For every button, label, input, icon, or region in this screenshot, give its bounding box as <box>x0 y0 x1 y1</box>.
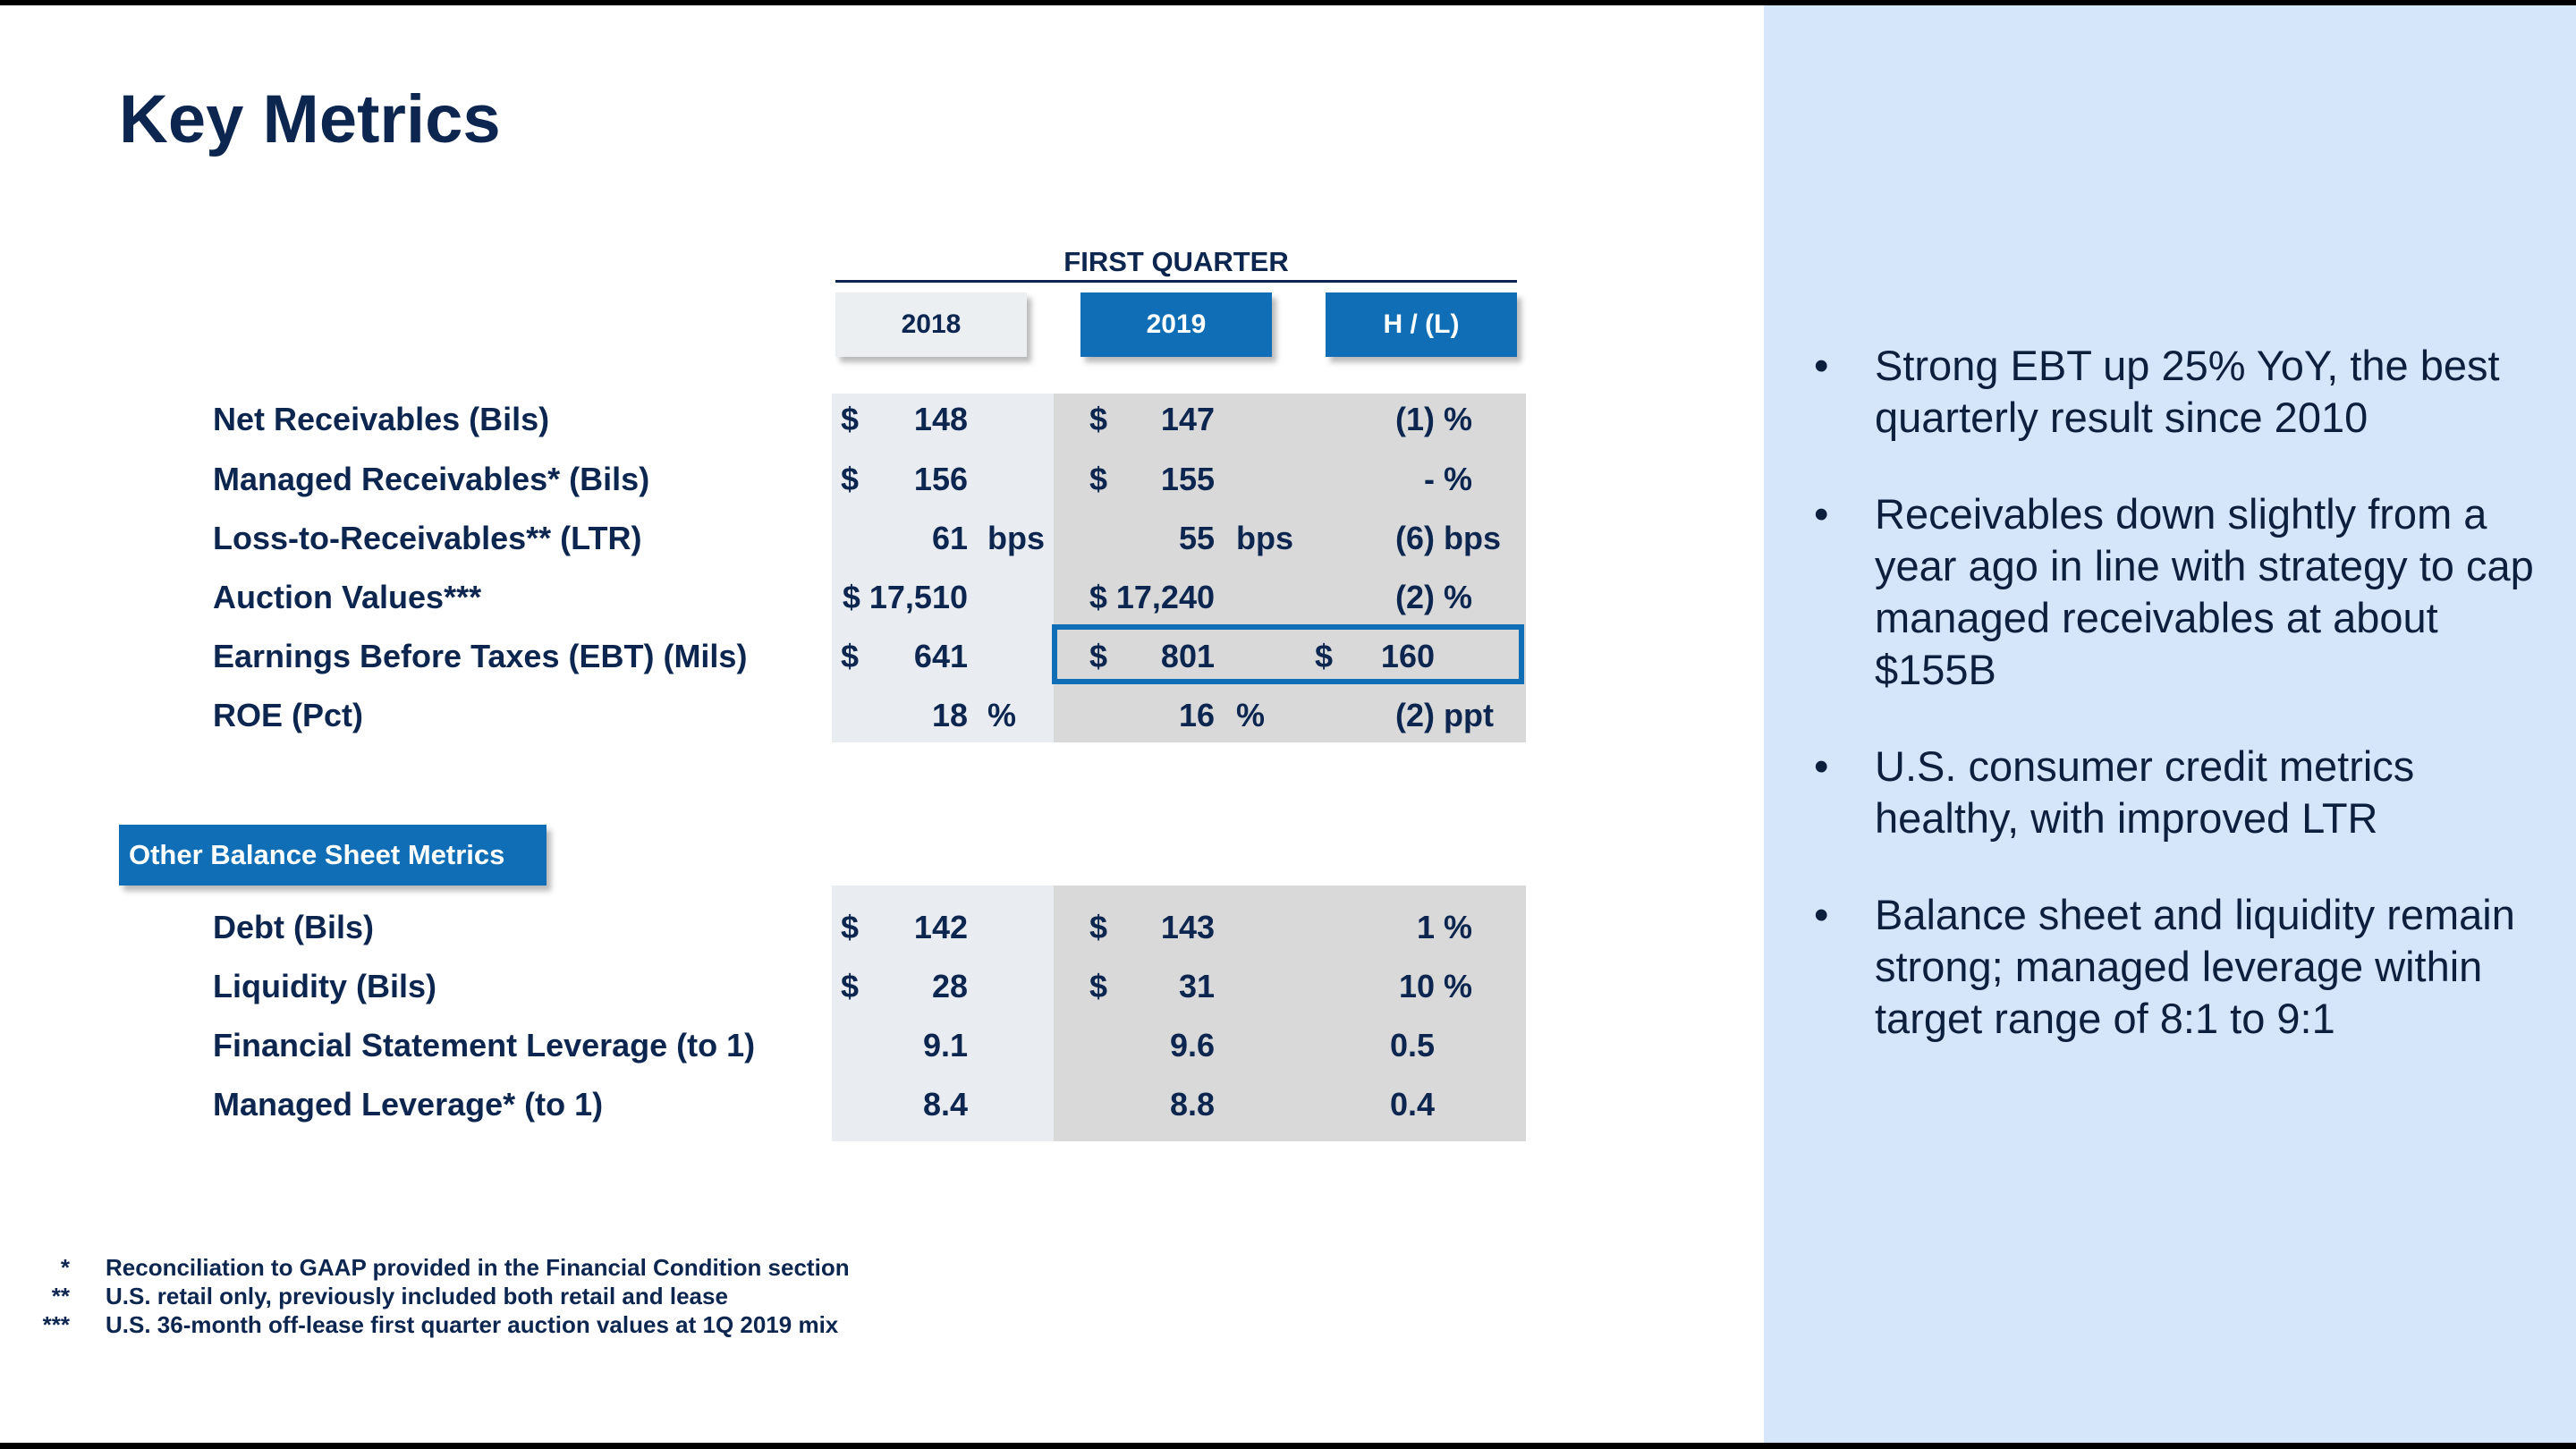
table-row <box>0 1075 1764 1134</box>
unit-hl: % <box>1444 909 1473 945</box>
value-hl: 1 <box>1416 909 1435 945</box>
value-2019: 147 <box>1160 401 1215 437</box>
value-2018: 61 <box>931 520 968 556</box>
value-hl: (6) <box>1395 520 1435 556</box>
value-2019: 16 <box>1178 697 1215 733</box>
value-hl: (1) <box>1395 401 1435 437</box>
metric-label: Financial Statement Leverage (to 1) <box>213 1027 756 1063</box>
value-2019: 155 <box>1160 461 1215 497</box>
bullet-text: Receivables down slightly from a year ago in line with strategy to cap managed receivables at about $155B <box>1875 490 2534 693</box>
dollar-2018: $ <box>841 638 860 674</box>
bullet-text: Balance sheet and liquidity remain strong; managed leverage within target range of 8:1 to 9:1 <box>1875 891 2515 1042</box>
table-row <box>0 957 1764 1016</box>
bottom-border <box>0 1443 2576 1449</box>
bullet-icon: • <box>1814 342 1829 389</box>
metric-label: Net Receivables (Bils) <box>213 401 550 437</box>
value-2018: 8.4 <box>922 1086 968 1123</box>
commentary-bullet <box>1807 741 2558 844</box>
unit-2019: bps <box>1236 520 1294 556</box>
unit-hl: % <box>1444 579 1473 615</box>
value-2018: 148 <box>913 401 968 437</box>
footnote-mark: * <box>60 1254 70 1281</box>
dollar-2019: $ <box>1089 638 1108 674</box>
table-row <box>0 568 1764 627</box>
value-2018: $ 17,510 <box>842 579 968 615</box>
metric-label: Liquidity (Bils) <box>213 968 436 1004</box>
table-row <box>0 450 1764 509</box>
value-2018: 641 <box>913 638 968 674</box>
metric-label: Managed Leverage* (to 1) <box>213 1086 604 1123</box>
footnote-text: U.S. retail only, previously included both retail and lease <box>106 1283 728 1309</box>
header-underline <box>835 280 1517 283</box>
unit-hl: % <box>1444 401 1473 437</box>
bullet-icon: • <box>1814 742 1829 790</box>
footnote-mark: ** <box>51 1283 70 1309</box>
value-hl: (2) <box>1395 697 1435 733</box>
value-hl: - <box>1424 461 1435 497</box>
commentary-bullets <box>1807 340 2558 1089</box>
metric-label: Loss-to-Receivables** (LTR) <box>213 520 642 556</box>
unit-hl: ppt <box>1444 697 1494 733</box>
footnote <box>25 1254 919 1283</box>
bullet-icon: • <box>1814 490 1829 538</box>
dollar-2019: $ <box>1089 968 1108 1004</box>
value-2019: 55 <box>1178 520 1215 556</box>
value-2018: 28 <box>931 968 968 1004</box>
dollar-2018: $ <box>841 401 860 437</box>
value-2018: 9.1 <box>922 1027 968 1063</box>
other-balance-sheet-header: Other Balance Sheet Metrics <box>119 825 547 886</box>
unit-2018: bps <box>987 520 1046 556</box>
dollar-2019: $ <box>1089 401 1108 437</box>
page-title: Key Metrics <box>119 81 501 157</box>
bullet-icon: • <box>1814 891 1829 938</box>
ebt-highlight-box <box>1052 624 1524 684</box>
table-row <box>0 1016 1764 1075</box>
bullet-text: U.S. consumer credit metrics healthy, with improved LTR <box>1875 742 2415 842</box>
metric-label: Earnings Before Taxes (EBT) (Mils) <box>213 638 748 674</box>
value-2018: 18 <box>931 697 968 733</box>
commentary-bullet <box>1807 889 2558 1045</box>
unit-hl: % <box>1444 461 1473 497</box>
column-header-2019: 2019 <box>1080 292 1272 357</box>
unit-2018: % <box>987 697 1017 733</box>
table-row <box>0 509 1764 568</box>
metric-label: Auction Values*** <box>213 579 482 615</box>
dollar-2019: $ <box>1089 461 1108 497</box>
metric-label: Managed Receivables* (Bils) <box>213 461 650 497</box>
value-2019: 143 <box>1160 909 1215 945</box>
value-hl: 160 <box>1380 638 1435 674</box>
table-row <box>0 898 1764 957</box>
value-2019: 9.6 <box>1169 1027 1215 1063</box>
value-2018: 142 <box>913 909 968 945</box>
value-2019: 801 <box>1160 638 1215 674</box>
commentary-bullet <box>1807 340 2558 444</box>
column-header-hl: H / (L) <box>1326 292 1517 357</box>
commentary-bullet <box>1807 488 2558 696</box>
dollar-2018: $ <box>841 461 860 497</box>
footnote-mark: *** <box>42 1311 70 1338</box>
value-hl: 0.4 <box>1389 1086 1435 1123</box>
dollar-2018: $ <box>841 968 860 1004</box>
table-row <box>0 390 1764 449</box>
footnote <box>25 1311 919 1340</box>
value-hl: 10 <box>1398 968 1435 1004</box>
dollar-hl: $ <box>1315 638 1334 674</box>
unit-2019: % <box>1236 697 1266 733</box>
dollar-2018: $ <box>841 909 860 945</box>
unit-hl: % <box>1444 968 1473 1004</box>
value-hl: 0.5 <box>1389 1027 1435 1063</box>
metric-label: Debt (Bils) <box>213 909 374 945</box>
value-2019: $ 17,240 <box>1089 579 1215 615</box>
metric-label: ROE (Pct) <box>213 697 364 733</box>
value-hl: (2) <box>1395 579 1435 615</box>
column-header-2018: 2018 <box>835 292 1027 357</box>
bullet-text: Strong EBT up 25% YoY, the best quarterly result since 2010 <box>1875 342 2500 441</box>
footnote-text: Reconciliation to GAAP provided in the Financial Condition section <box>106 1254 850 1281</box>
footnote <box>25 1283 919 1311</box>
first-quarter-header: FIRST QUARTER <box>1063 246 1289 277</box>
footnote-text: U.S. 36-month off-lease first quarter auction values at 1Q 2019 mix <box>106 1311 839 1338</box>
dollar-2019: $ <box>1089 909 1108 945</box>
table-row <box>0 686 1764 745</box>
value-2018: 156 <box>913 461 968 497</box>
value-2019: 31 <box>1178 968 1215 1004</box>
value-2019: 8.8 <box>1169 1086 1215 1123</box>
unit-hl: bps <box>1444 520 1502 556</box>
